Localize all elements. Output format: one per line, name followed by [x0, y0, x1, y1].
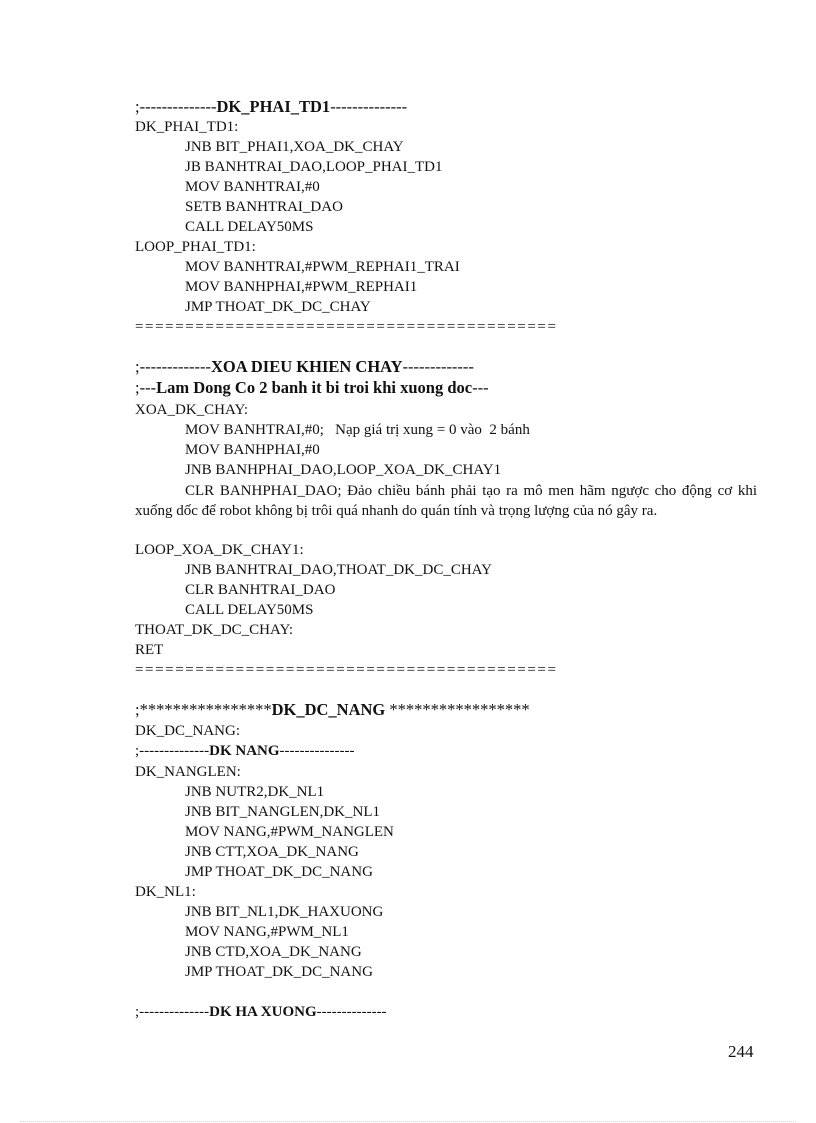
separator-line: ========================================== — [135, 662, 558, 678]
code-label: LOOP_PHAI_TD1: — [135, 239, 256, 255]
code-line: MOV BANHPHAI,#0 — [185, 442, 320, 458]
code-label: XOA_DK_CHAY: — [135, 402, 249, 418]
code-line: JNB BANHPHAI_DAO,LOOP_XOA_DK_CHAY1 — [185, 462, 502, 478]
section-header-dk-nang: ;--------------DK NANG--------------- — [135, 743, 355, 759]
section-subheader: ;---Lam Dong Co 2 banh it bi troi khi xuong doc--- — [135, 378, 489, 397]
code-line: JMP THOAT_DK_DC_CHAY — [185, 299, 371, 315]
code-line: RET — [135, 642, 164, 658]
code-label: DK_NL1: — [135, 884, 196, 900]
code-line: MOV BANHTRAI,#PWM_REPHAI1_TRAI — [185, 259, 460, 275]
page-bottom-divider — [20, 1121, 796, 1122]
code-line: JNB BANHTRAI_DAO,THOAT_DK_DC_CHAY — [185, 562, 492, 578]
code-line: JB BANHTRAI_DAO,LOOP_PHAI_TD1 — [185, 159, 443, 175]
separator-line: ========================================== — [135, 319, 558, 335]
code-line: JMP THOAT_DK_DC_NANG — [185, 964, 373, 980]
code-label: DK_PHAI_TD1: — [135, 119, 239, 135]
code-line: JMP THOAT_DK_DC_NANG — [185, 864, 373, 880]
code-label: THOAT_DK_DC_CHAY: — [135, 622, 294, 638]
code-label: DK_DC_NANG: — [135, 723, 240, 739]
code-line: CALL DELAY50MS — [185, 602, 314, 618]
code-line: MOV BANHTRAI,#0 — [185, 179, 320, 195]
code-line: MOV BANHPHAI,#PWM_REPHAI1 — [185, 279, 418, 295]
section-header-xoa-dieu-khien-chay: ;-------------XOA DIEU KHIEN CHAY------------- — [135, 357, 474, 376]
code-line: CLR BANHTRAI_DAO — [185, 582, 336, 598]
code-comment-paragraph: CLR BANHPHAI_DAO; Đảo chiều bánh phải tạo ra mô men hãm ngược cho động cơ khi xuống dốc để robot không bị trôi quá nhanh do quán tính và trọng lượng của nó gây ra. — [135, 483, 757, 519]
code-line: JNB CTT,XOA_DK_NANG — [185, 844, 359, 860]
code-label: DK_NANGLEN: — [135, 764, 241, 780]
code-line: MOV BANHTRAI,#0; Nạp giá trị xung = 0 vào 2 bánh — [185, 422, 530, 438]
code-label: LOOP_XOA_DK_CHAY1: — [135, 542, 304, 558]
section-header-dk-dc-nang: ;****************DK_DC_NANG ***************** — [135, 700, 530, 719]
code-line: JNB BIT_PHAI1,XOA_DK_CHAY — [185, 139, 404, 155]
page-number: 244 — [728, 1042, 754, 1061]
code-line: MOV NANG,#PWM_NL1 — [185, 924, 349, 940]
code-line: JNB BIT_NANGLEN,DK_NL1 — [185, 804, 380, 820]
code-line: JNB NUTR2,DK_NL1 — [185, 784, 325, 800]
code-line: JNB BIT_NL1,DK_HAXUONG — [185, 904, 384, 920]
section-header-dk-ha-xuong: ;--------------DK HA XUONG-------------- — [135, 1004, 387, 1020]
section-header-dk-phai-td1: ;--------------DK_PHAI_TD1-------------- — [135, 97, 408, 116]
code-line: MOV NANG,#PWM_NANGLEN — [185, 824, 394, 840]
code-line: CALL DELAY50MS — [185, 219, 314, 235]
code-line: SETB BANHTRAI_DAO — [185, 199, 343, 215]
code-line: JNB CTD,XOA_DK_NANG — [185, 944, 362, 960]
